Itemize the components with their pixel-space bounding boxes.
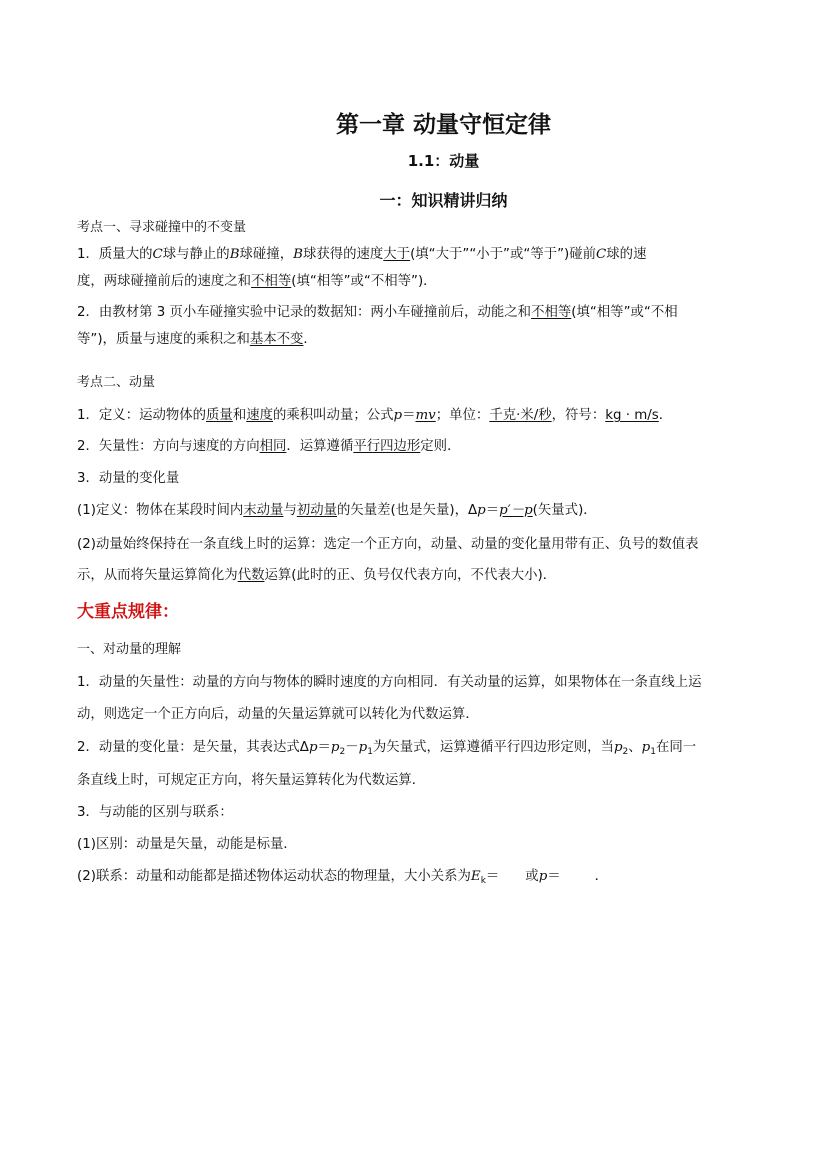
rules-line4: 条直线上时，可规定正方向，将矢量运算转化为代数运算． (77, 773, 426, 788)
rules-subheading: 一、对动量的理解 (77, 642, 182, 657)
answer-blank: 基本不变 (249, 332, 304, 347)
rules-line7: (2)联系：动量和动能都是描述物体运动状态的物理量，大小关系为$E_k=$ 或p＝ ． (77, 869, 609, 886)
lesson-subtitle: 1.1：动量 (407, 152, 480, 170)
chapter-title: 第一章 动量守恒定律 (335, 111, 551, 138)
topic1-heading: 考点一、寻求碰撞中的不变量 (77, 220, 247, 235)
rules-line1: 1．动量的矢量性：动量的方向与物体的瞬时速度的方向相同．有关动量的运算，如果物体在一条直线上运 (77, 675, 702, 690)
topic2-line3: 3．动量的变化量 (77, 471, 180, 486)
answer-blank: 不相等 (251, 274, 292, 289)
topic2-line2: 2．矢量性：方向与速度的方向相同．运算遵循平行四边形定则． (77, 439, 461, 454)
rules-line2: 动，则选定一个正方向后，动量的矢量运算就可以转化为代数运算． (77, 707, 479, 722)
rules-line5: 3．与动能的区别与联系： (77, 805, 233, 820)
section-heading: 一：知识精讲归纳 (379, 191, 508, 210)
answer-blank: 大于 (383, 247, 411, 262)
topic2-line4: (1)定义：物体在某段时间内末动量与初动量的矢量差(也是矢量)，Δp＝p′－p(矢量式)． (77, 503, 597, 518)
topic1-line4: 等”)，质量与速度的乘积之和基本不变． (77, 332, 317, 347)
topic1-line2: 度，两球碰撞前后的速度之和不相等(填“相等”或“不相等”)． (77, 274, 437, 289)
rules-line6: (1)区别：动量是矢量，动能是标量． (77, 837, 297, 852)
key-rules-heading: 大重点规律： (77, 602, 179, 622)
topic2-line5: (2)动量始终保持在一条直线上时的运算：选定一个正方向，动量、动量的变化量用带有正、负号的数值表 (77, 537, 699, 552)
topic2-heading: 考点二、动量 (77, 375, 156, 390)
rules-line3: 2．动量的变化量：是矢量，其表达式$\Delta p=p_2-p_1$为矢量式，运算遵循平行四边形定则，当$p_2$、$p_1$在同一 (77, 740, 697, 757)
topic1-line1: 1．质量大的C球与静止的B球碰撞，B球获得的速度大于(填“大于”“小于”或“等于”)碰前C球的速 (77, 247, 647, 262)
topic2-line1: 1．定义：运动物体的质量和速度的乘积叫动量；公式p＝mv；单位：千克·米/秒，符号：kg · m/s． (77, 408, 673, 423)
answer-blank: 不相等 (531, 305, 572, 320)
topic2-line6: 示，从而将矢量运算简化为代数运算(此时的正、负号仅代表方向，不代表大小)． (77, 568, 557, 583)
topic1-line3: 2．由教材第 3 页小车碰撞实验中记录的数据知：两小车碰撞前后，动能之和不相等(填“相等”或“不相 (77, 305, 678, 320)
